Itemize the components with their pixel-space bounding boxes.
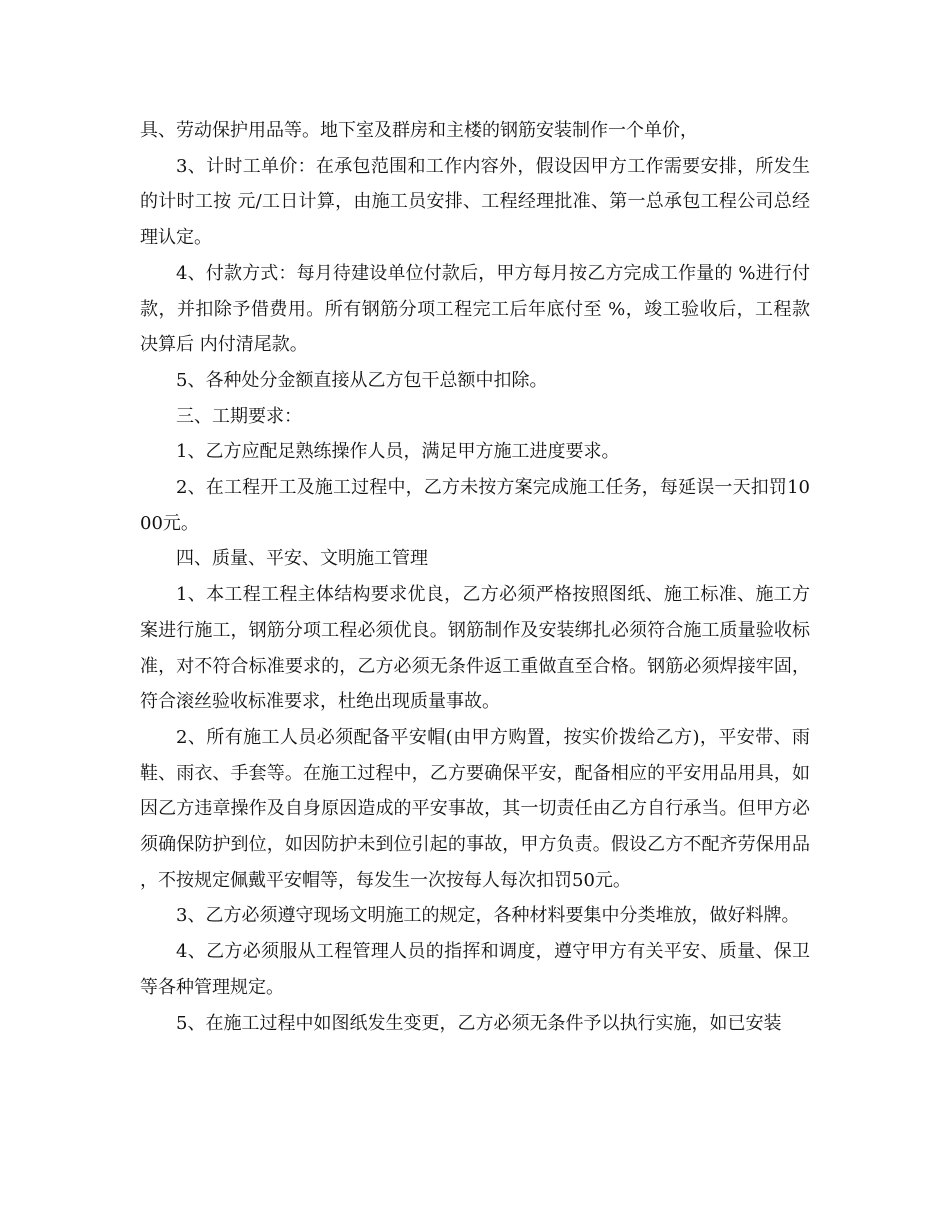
paragraph-12: 4、乙方必须服从工程管理人员的指挥和调度，遵守甲方有关平安、质量、保卫等各种管理规定。 <box>140 941 810 998</box>
document-body <box>140 113 810 1041</box>
paragraph-3: 4、付款方式：每月待建设单位付款后，甲方每月按乙方完成工作量的 %进行付款，并扣除予借费用。所有钢筋分项工程完工后年底付至 %，竣工验收后，工程款决算后 内付清尾款。 <box>140 262 810 356</box>
section-heading-quality-safety: 四、质量、平安、文明施工管理 <box>176 548 428 570</box>
section-heading-schedule: 三、工期要求： <box>176 405 302 427</box>
paragraph-4: 5、各种处分金额直接从乙方包干总额中扣除。 <box>176 369 548 391</box>
paragraph-1: 具、劳动保护用品等。地下室及群房和主楼的钢筋安装制作一个单价， <box>140 120 698 141</box>
paragraph-6: 1、乙方应配足熟练操作人员，满足甲方施工进度要求。 <box>176 441 620 463</box>
paragraph-7: 2、在工程开工及施工过程中，乙方未按方案完成施工任务，每延误一天扣罚1000元。 <box>140 477 810 534</box>
paragraph-2: 3、计时工单价：在承包范围和工作内容外，假设因甲方工作需要安排，所发生的计时工按 元/工日计算，由施工员安排、工程经理批准、第一总承包工程公司总经理认定。 <box>140 155 810 249</box>
paragraph-13: 5、在施工过程中如图纸发生变更，乙方必须无条件予以执行实施，如已安装 <box>176 1012 782 1034</box>
paragraph-10: 2、所有施工人员必须配备平安帽(由甲方购置，按实价拨给乙方)，平安带、雨鞋、雨衣、手套等。在施工过程中，乙方要确保平安，配备相应的平安用品用具，如因乙方违章操作及自身原因造成的平安事故，其一切责任由乙方自行承当。但甲方必须确保防护到位，如因防护未到位引起的事故，甲方负责。假设乙方不配齐劳保用品，不按规定佩戴平安帽等，每发生一次按每人每次扣罚50元。 <box>140 726 810 891</box>
paragraph-9: 1、本工程工程主体结构要求优良，乙方必须严格按照图纸、施工标准、施工方案进行施工，钢筋分项工程必须优良。钢筋制作及安装绑扎必须符合施工质量验收标准，对不符合标准要求的，乙方必须无条件返工重做直至合格。钢筋必须焊接牢固，符合滚丝验收标准要求，杜绝出现质量事故。 <box>140 584 810 713</box>
paragraph-11: 3、乙方必须遵守现场文明施工的规定，各种材料要集中分类堆放，做好料牌。 <box>176 905 800 927</box>
